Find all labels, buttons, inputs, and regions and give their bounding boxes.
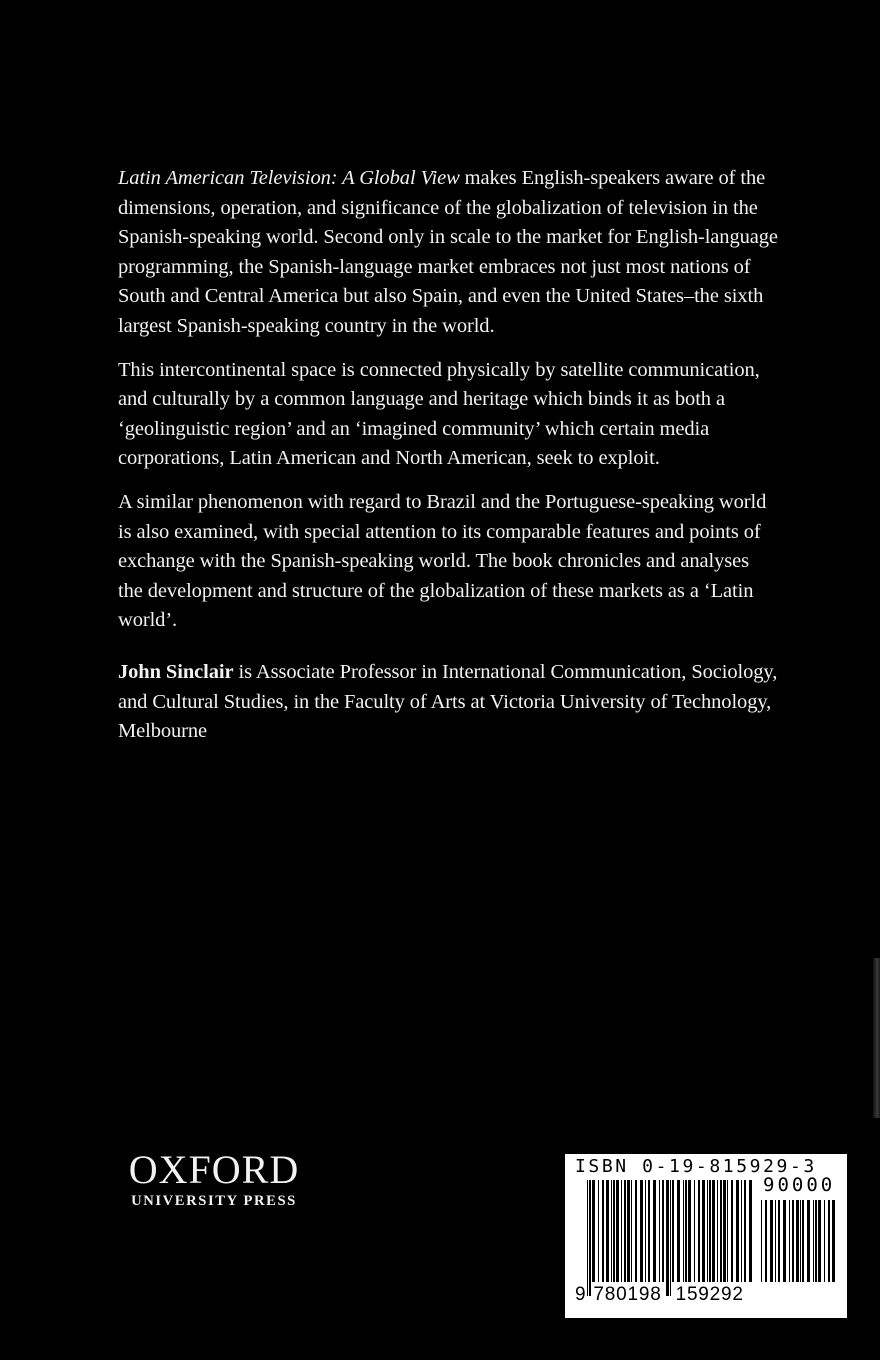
- barcode-bar: [824, 1200, 825, 1282]
- barcode-bar: [653, 1180, 656, 1282]
- ean-first-digit: 9: [575, 1284, 587, 1305]
- barcode-bar: [717, 1180, 718, 1282]
- ean-left-group: 780198: [593, 1284, 662, 1305]
- barcode-bar: [624, 1180, 626, 1282]
- isbn-label: ISBN 0-19-815929-3: [575, 1156, 817, 1177]
- barcode-bar: [807, 1200, 810, 1282]
- barcode-bar: [765, 1200, 767, 1282]
- barcode-bar: [645, 1180, 646, 1282]
- barcode-bar: [683, 1180, 684, 1282]
- author-name: John Sinclair: [118, 660, 234, 683]
- barcode-bar: [611, 1180, 612, 1282]
- barcode-bar: [832, 1200, 835, 1282]
- barcode-bar: [796, 1200, 799, 1282]
- barcode-bar: [761, 1200, 762, 1282]
- barcode-bar: [613, 1180, 615, 1282]
- ean-digits: [575, 1284, 745, 1306]
- barcode-bar: [802, 1200, 804, 1282]
- isbn-barcode: [565, 1154, 847, 1318]
- barcode-bar: [783, 1200, 786, 1282]
- addon-code: 90000: [763, 1174, 836, 1196]
- ean-barcode-bars: [587, 1180, 755, 1296]
- barcode-bar: [621, 1180, 622, 1282]
- barcode-bar: [694, 1180, 695, 1282]
- barcode-bar: [792, 1200, 794, 1282]
- barcode-bar: [828, 1200, 830, 1282]
- barcode-bar: [659, 1180, 660, 1282]
- barcode-bar: [606, 1180, 609, 1282]
- barcode-bar: [727, 1180, 728, 1282]
- barcode-bar: [818, 1200, 821, 1282]
- ean-right-group: 159292: [675, 1284, 744, 1305]
- barcode-bar: [677, 1180, 680, 1282]
- barcode-bar: [598, 1180, 599, 1282]
- publisher-name: OXFORD: [128, 1147, 300, 1192]
- barcode-bar: [587, 1180, 588, 1296]
- barcode-bar: [589, 1180, 591, 1296]
- blurb-paragraph-2: This intercontinental space is connected physically by satellite communication, and culturally by a common language and heritage which binds it as both a ‘geolinguistic region’ and an ‘imagined community’ which certain media corporations, Latin American and North American, seek to exploit.: [118, 358, 760, 470]
- barcode-bar: [778, 1200, 780, 1282]
- publisher-subtitle: UNIVERSITY PRESS: [131, 1193, 297, 1209]
- addon-barcode-bars: [761, 1200, 839, 1296]
- blurb-paragraph-1-text: makes English-speakers aware of the dimensions, operation, and significance of the globalization of television in the Spanish-speaking world. Second only in scale to the market for English-language programming, the Spanish-language market embraces not just most nations of South and Central America but also Spain, and even the United States–the sixth largest Spanish-speaking country in the world.: [118, 167, 778, 337]
- barcode-bar: [702, 1180, 705, 1282]
- barcode-bar: [688, 1180, 691, 1282]
- barcode-bar: [631, 1180, 632, 1282]
- author-bio: [118, 658, 778, 747]
- barcode-bar: [731, 1180, 733, 1282]
- barcode-bar: [800, 1200, 801, 1282]
- barcode-bar: [635, 1180, 637, 1282]
- barcode-bar: [789, 1200, 790, 1282]
- barcode-bar: [741, 1180, 742, 1282]
- barcode-bar: [723, 1180, 726, 1282]
- barcode-bar: [815, 1200, 817, 1282]
- barcode-bar: [775, 1200, 776, 1282]
- barcode-bar: [602, 1180, 604, 1282]
- barcode-bar: [744, 1180, 746, 1282]
- barcode-bar: [648, 1180, 650, 1282]
- blurb-paragraph-1: [118, 164, 778, 342]
- barcode-bar: [616, 1180, 619, 1282]
- barcode-bar: [749, 1180, 752, 1282]
- spine-edge: [873, 958, 880, 1118]
- barcode-bar: [672, 1180, 674, 1282]
- blurb-paragraph-3: A similar phenomenon with regard to Brazil and the Portuguese-speaking world is also examined, with special attention to its comparable features and points of exchange with the Spanish-speaking world. The book chronicles and analyses the development and structure of the globalization of these markets as a ‘Latin world’.: [118, 490, 767, 632]
- barcode-bar: [662, 1180, 664, 1282]
- back-cover-blurb: [118, 164, 778, 761]
- publisher-logo: [118, 1148, 310, 1210]
- barcode-bar: [720, 1180, 722, 1282]
- barcode-bar: [698, 1180, 700, 1282]
- barcode-bar: [592, 1180, 595, 1282]
- barcode-bar: [670, 1180, 671, 1296]
- barcode-bar: [709, 1180, 711, 1282]
- barcode-bar: [666, 1180, 669, 1296]
- book-title: Latin American Television: A Global View: [118, 167, 460, 189]
- barcode-bar: [685, 1180, 687, 1282]
- barcode-bar: [770, 1200, 773, 1282]
- barcode-bar: [813, 1200, 814, 1282]
- barcode-bar: [707, 1180, 708, 1282]
- barcode-bar: [712, 1180, 715, 1282]
- barcode-bar: [627, 1180, 630, 1282]
- barcode-bar: [640, 1180, 643, 1282]
- author-bio-text: is Associate Professor in International Communication, Sociology, and Cultural Studies, in the Faculty of Arts at Victoria University of Technology, Melbourne: [118, 660, 778, 743]
- barcode-bar: [736, 1180, 739, 1282]
